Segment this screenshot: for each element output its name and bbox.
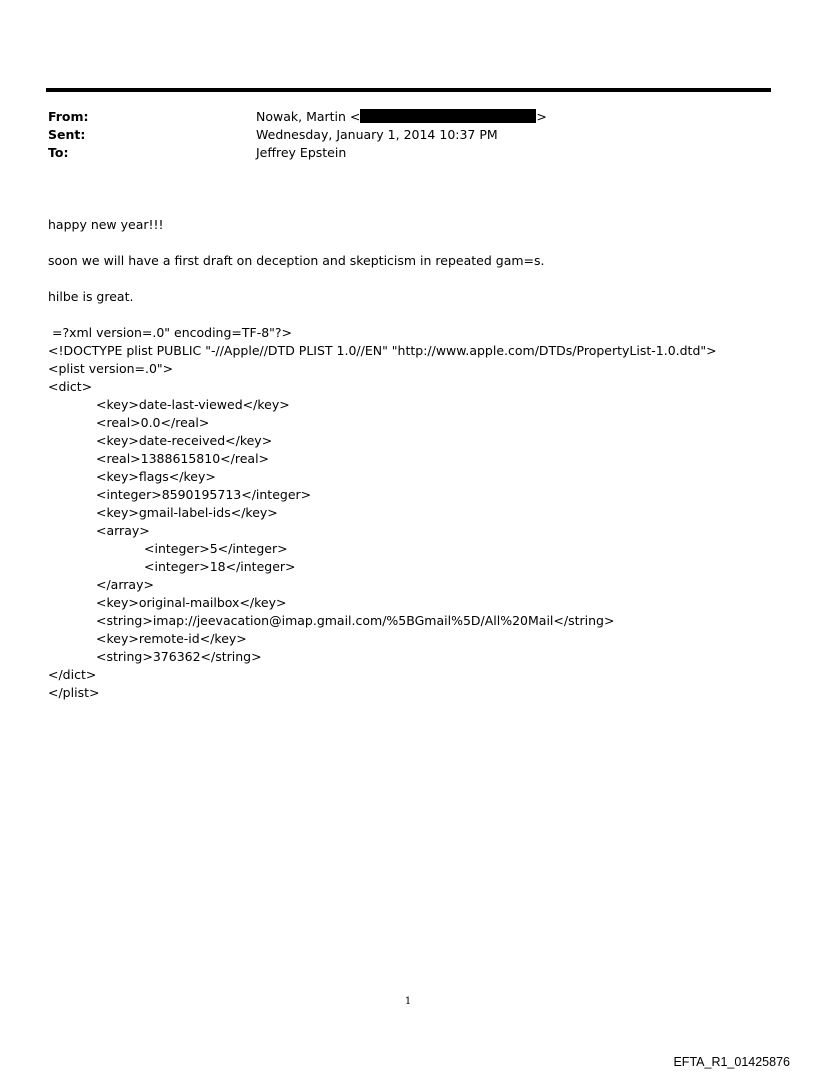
- from-suffix: >: [536, 109, 547, 124]
- xml-line: <integer>18</integer>: [144, 559, 296, 574]
- email-body: [48, 216, 748, 702]
- xml-line: <array>: [96, 523, 150, 538]
- message-line: happy new year!!!: [48, 217, 164, 232]
- xml-line: =?xml version=.0" encoding=TF-8"?>: [48, 325, 293, 340]
- xml-line: <string>376362</string>: [96, 649, 262, 664]
- xml-line: <plist version=.0">: [48, 361, 174, 376]
- xml-line: <integer>5</integer>: [144, 541, 288, 556]
- xml-line: <integer>8590195713</integer>: [96, 487, 312, 502]
- xml-line: <key>remote-id</key>: [96, 631, 247, 646]
- xml-line: <string>imap://jeevacation@imap.gmail.com/%5BGmail%5D/All%20Mail</string>: [96, 613, 615, 628]
- message-line: soon we will have a first draft on deception and skepticism in repeated gam=s.: [48, 253, 545, 268]
- message-line: hilbe is great.: [48, 289, 134, 304]
- xml-line: <key>gmail-label-ids</key>: [96, 505, 278, 520]
- from-name: Nowak, Martin <: [256, 109, 361, 124]
- to-label: To:: [48, 145, 69, 160]
- xml-line: <key>date-received</key>: [96, 433, 273, 448]
- xml-line: <real>1388615810</real>: [96, 451, 270, 466]
- xml-line: <!DOCTYPE plist PUBLIC "-//Apple//DTD PLIST 1.0//EN" "http://www.apple.com/DTDs/PropertyList-1.0.dtd">: [48, 343, 717, 358]
- xml-line: </array>: [96, 577, 154, 592]
- header-divider: [46, 88, 771, 92]
- xml-line: <dict>: [48, 379, 93, 394]
- xml-line: </plist>: [48, 685, 100, 700]
- xml-block: [48, 324, 748, 702]
- xml-line: <key>date-last-viewed</key>: [96, 397, 290, 412]
- from-label: From:: [48, 109, 89, 124]
- to-value: Jeffrey Epstein: [256, 145, 347, 160]
- xml-line: </dict>: [48, 667, 97, 682]
- page-number: 1: [404, 996, 412, 1007]
- xml-line: <key>flags</key>: [96, 469, 216, 484]
- bates-number: EFTA_R1_01425876: [673, 1055, 790, 1069]
- from-value: [256, 108, 547, 126]
- xml-line: <key>original-mailbox</key>: [96, 595, 287, 610]
- xml-line: <real>0.0</real>: [96, 415, 210, 430]
- sent-label: Sent:: [48, 127, 86, 142]
- redaction-box: [360, 109, 536, 123]
- sent-value: Wednesday, January 1, 2014 10:37 PM: [256, 127, 498, 142]
